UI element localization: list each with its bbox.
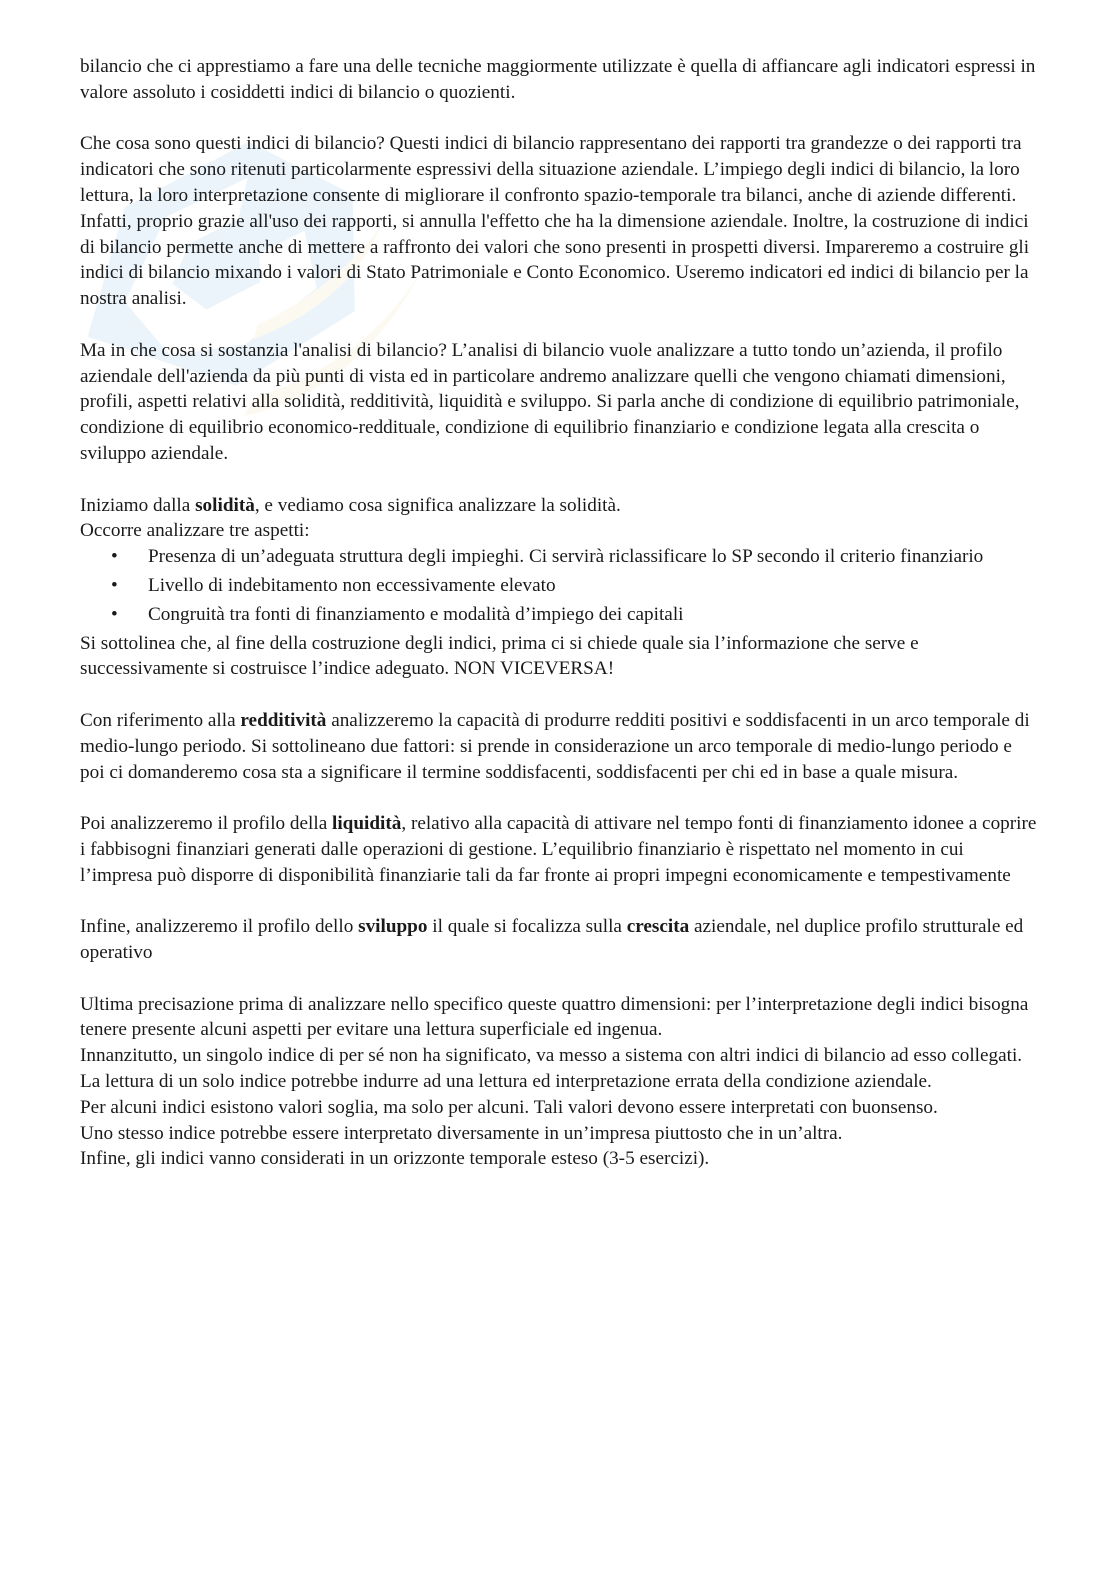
keyword-crescita: crescita bbox=[626, 916, 690, 938]
list-item: • Livello di indebitamento non eccessivamente elevato bbox=[80, 573, 1040, 599]
bullet-icon: • bbox=[111, 603, 118, 625]
paragraph-orizzonte-temporale: Infine, gli indici vanno considerati in un orizzonte temporale esteso (3-5 esercizi). bbox=[80, 1148, 710, 1170]
bullet-icon: • bbox=[111, 546, 118, 568]
paragraph-sviluppo: Infine, analizzeremo il profilo dello sviluppo il quale si focalizza sulla crescita aziendale, nel duplice profilo strutturale ed operativo bbox=[80, 916, 1024, 964]
keyword-solidita: solidità bbox=[195, 494, 255, 516]
keyword-redditivita: redditività bbox=[240, 709, 327, 731]
bullet-list bbox=[80, 544, 1040, 627]
paragraph-tre-aspetti: Occorre analizzare tre aspetti: bbox=[80, 520, 310, 542]
keyword-sviluppo: sviluppo bbox=[358, 916, 428, 938]
list-item: • Congruità tra fonti di finanziamento e modalità d’impiego dei capitali bbox=[80, 602, 1040, 628]
paragraph-valori-soglia: Per alcuni indici esistono valori soglia, ma solo per alcuni. Tali valori devono essere interpretati con buonsenso. bbox=[80, 1096, 938, 1118]
paragraph-intro: bilancio che ci apprestiamo a fare una delle tecniche maggiormente utilizzate è quella di affiancare agli indicatori espressi in valore assoluto i cosiddetti indici di bilancio o quozienti. bbox=[80, 56, 1036, 103]
paragraph-indici-definizione: Che cosa sono questi indici di bilancio? Questi indici di bilancio rappresentano dei rapporti tra grandezze o dei rapporti tra indicatori che sono ritenuti particolarmente espressivi della situazione aziendale. L’impiego degli indici di bilancio, la loro lettura, la loro interpretazione consente di migliorare il confronto spazio-temporale tra bilanci, anche di aziende differenti. Infatti, proprio grazie all'uso dei rapporti, si annulla l'effetto che ha la dimensione aziendale. Inoltre, la costruzione di indici di bilancio permette anche di mettere a raffronto dei valori che sono presenti in prospetti diversi. Impareremo a costruire gli indici di bilancio mixando i valori di Stato Patrimoniale e Conto Economico. Useremo indicatori ed indici di bilancio per la nostra analisi. bbox=[80, 133, 1030, 310]
bullet-icon: • bbox=[111, 574, 118, 596]
paragraph-redditivita: Con riferimento alla redditività analizzeremo la capacità di produrre redditi positivi e soddisfacenti in un arco temporale di medio-lungo periodo. Si sottolineano due fattori: si prende in considerazione un arco temporale di medio-lungo periodo e poi ci domanderemo cosa sta a significare il termine soddisfacenti, soddisfacenti per chi ed in base a quale misura. bbox=[80, 709, 1030, 783]
paragraph-liquidita: Poi analizzeremo il profilo della liquidità, relativo alla capacità di attivare nel tempo fonti di finanziamento idonee a coprire i fabbisogni finanziari generati dalle operazioni di gestione. L’equilibrio finanziario è rispettato nel momento in cui l’impresa può disporre di disponibilità finanziarie tali da far fronte ai propri impegni economicamente e tempestivamente bbox=[80, 813, 1037, 886]
paragraph-analisi-bilancio: Ma in che cosa si sostanzia l'analisi di bilancio? L’analisi di bilancio vuole analizzare a tutto tondo un’azienda, il profilo aziendale dell'azienda da più punti di vista ed in particolare andremo analizzare quelli che vengono chiamati dimensioni, profili, aspetti relativi alla solidità, redditività, liquidità e sviluppo. Si parla anche di condizione di equilibrio patrimoniale, condizione di equilibrio economico-reddituale, condizione di equilibrio finanziario e condizione legata alla crescita o sviluppo aziendale. bbox=[80, 339, 1020, 464]
paragraph-singolo-indice: Innanzitutto, un singolo indice di per sé non ha significato, va messo a sistema con altri indici di bilancio ad esso collegati. La lettura di un solo indice potrebbe indurre ad una lettura ed interpretazione errata della condizione aziendale. bbox=[80, 1045, 1023, 1093]
paragraph-precisazione: Ultima precisazione prima di analizzare nello specifico queste quattro dimensioni: per l’interpretazione degli indici bisogna tenere presente alcuni aspetti per evitare una lettura superficiale ed ingenua. bbox=[80, 993, 1029, 1041]
keyword-liquidita: liquidità bbox=[332, 813, 402, 835]
paragraph-solidita: Iniziamo dalla solidità, e vediamo cosa significa analizzare la solidità. bbox=[80, 494, 621, 516]
document-body bbox=[80, 54, 1040, 1172]
list-item: • Presenza di un’adeguata struttura degli impieghi. Ci servirà riclassificare lo SP secondo il criterio finanziario bbox=[80, 544, 1040, 570]
paragraph-interpretazione-impresa: Uno stesso indice potrebbe essere interpretato diversamente in un’impresa piuttosto che in un’altra. bbox=[80, 1122, 843, 1144]
paragraph-costruzione-indici: Si sottolinea che, al fine della costruzione degli indici, prima ci si chiede quale sia l’informazione che serve e successivamente si costruisce l’indice adeguato. NON VICEVERSA! bbox=[80, 632, 919, 680]
